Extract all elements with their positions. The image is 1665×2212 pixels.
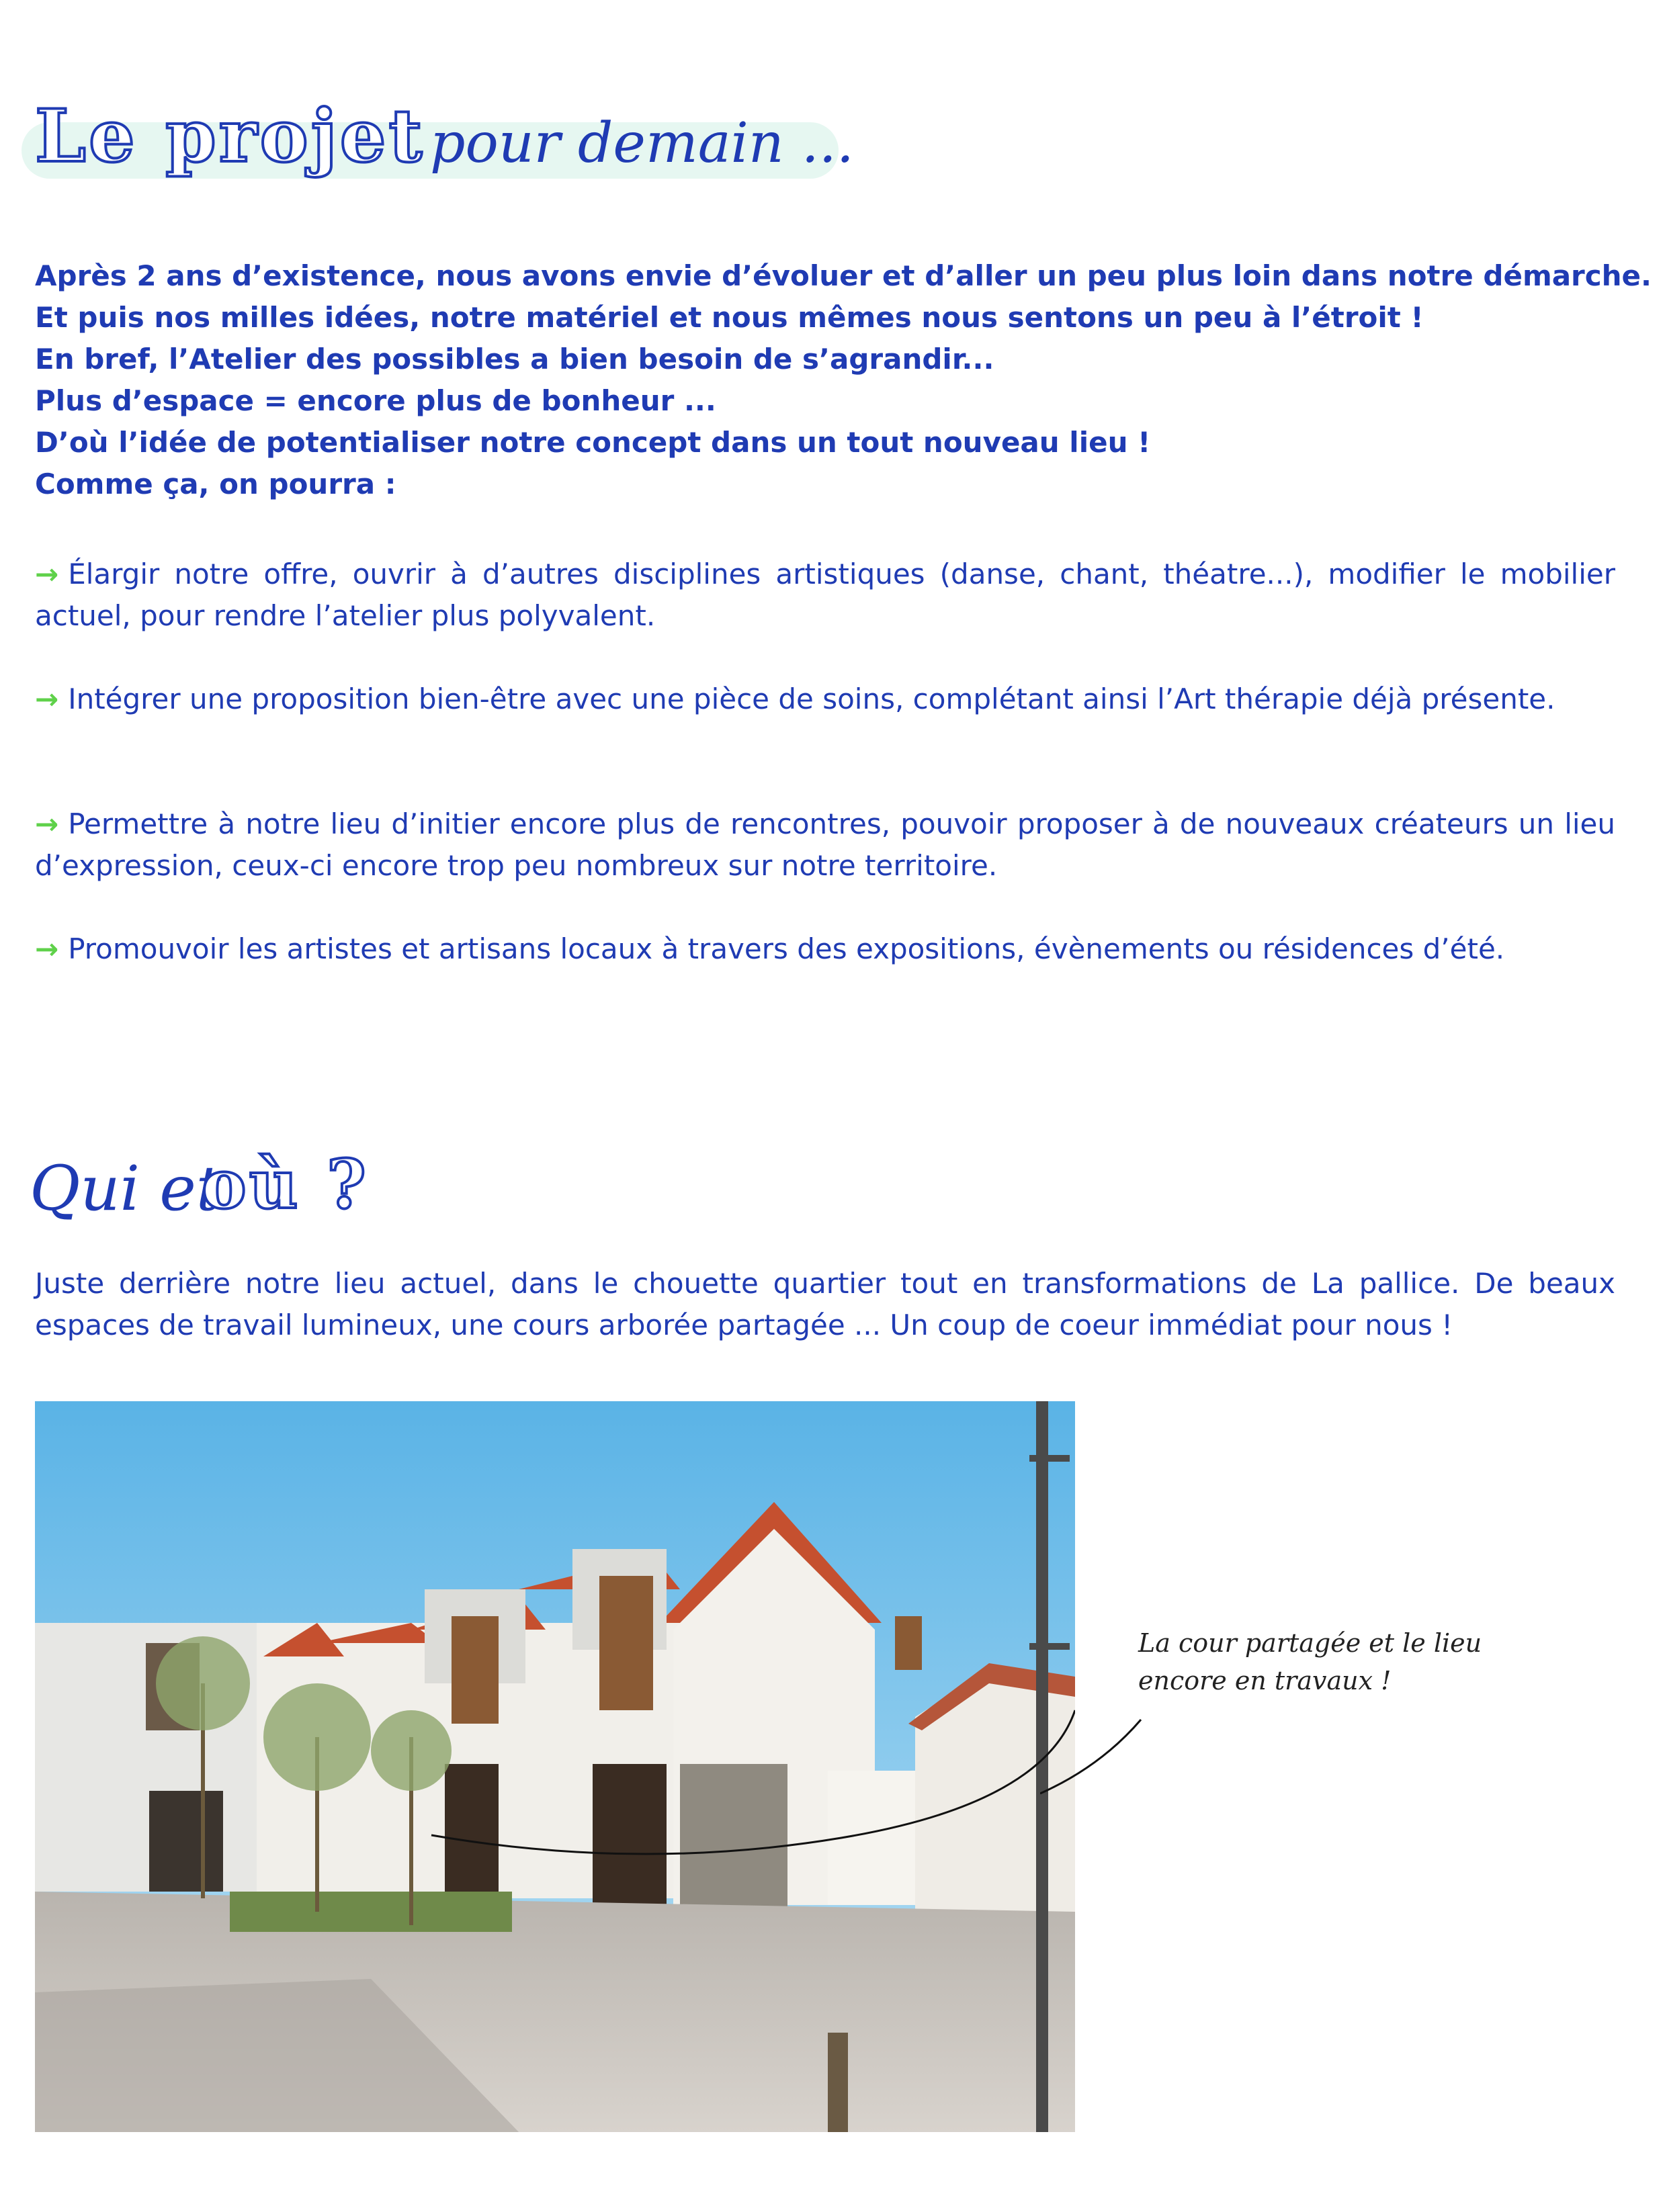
section2-title-main: où ? bbox=[202, 1145, 369, 1224]
arrow-right-icon: → bbox=[35, 932, 59, 965]
intro-line: Comme ça, on pourra : bbox=[35, 468, 396, 500]
section2-title-script: Qui et bbox=[30, 1153, 221, 1225]
caption-line: La cour partagée et le lieu bbox=[1138, 1628, 1482, 1658]
bullet-item bbox=[35, 554, 1615, 637]
section2-paragraph: Juste derrière notre lieu actuel, dans le chouette quartier tout en transformations de La pallice. De beaux espaces de travail lumineux, une cours arborée partagée ... Un coup de coeur immédiat pour nous ! bbox=[35, 1267, 1615, 1341]
section-title-main: Le projet bbox=[35, 94, 425, 179]
arrow-right-icon: → bbox=[35, 558, 59, 590]
bullet-item bbox=[35, 803, 1615, 887]
arrow-right-icon: → bbox=[35, 807, 59, 840]
bullet-text: Élargir notre offre, ouvrir à d’autres disciplines artistiques (danse, chant, théatre...), modifier le mobilier actuel, pour rendre l’atelier plus polyvalent. bbox=[35, 558, 1615, 632]
caption-line: encore en travaux ! bbox=[1138, 1666, 1392, 1695]
intro-line: Plus d’espace = encore plus de bonheur ... bbox=[35, 384, 716, 417]
arrow-right-icon: → bbox=[35, 682, 59, 715]
intro-line: Après 2 ans d’existence, nous avons envie d’évoluer et d’aller un peu plus loin dans notre démarche. bbox=[35, 259, 1652, 292]
bullet-item bbox=[35, 678, 1615, 720]
bullet-text: Permettre à notre lieu d’initier encore plus de rencontres, pouvoir proposer à de nouveaux créateurs un lieu d’expression, ceux-ci encore trop peu nombreux sur notre territoire. bbox=[35, 807, 1615, 882]
section-title-script: pour demain ... bbox=[430, 112, 854, 175]
intro-line: Et puis nos milles idées, notre matériel et nous mêmes nous sentons un peu à l’étroit ! bbox=[35, 301, 1424, 334]
bullet-item bbox=[35, 928, 1615, 970]
intro-line: D’où l’idée de potentialiser notre concept dans un tout nouveau lieu ! bbox=[35, 426, 1151, 459]
intro-paragraph bbox=[35, 255, 1652, 505]
bullet-text: Promouvoir les artistes et artisans locaux à travers des expositions, évènements ou résidences d’été. bbox=[68, 932, 1505, 965]
courtyard-photo bbox=[35, 1401, 1075, 2132]
bullet-text: Intégrer une proposition bien-être avec une pièce de soins, complétant ainsi l’Art thérapie déjà présente. bbox=[68, 682, 1555, 715]
intro-line: En bref, l’Atelier des possibles a bien besoin de s’agrandir... bbox=[35, 343, 994, 375]
photo-caption bbox=[1138, 1624, 1541, 1699]
caption-pointer-line bbox=[1040, 1706, 1148, 1814]
